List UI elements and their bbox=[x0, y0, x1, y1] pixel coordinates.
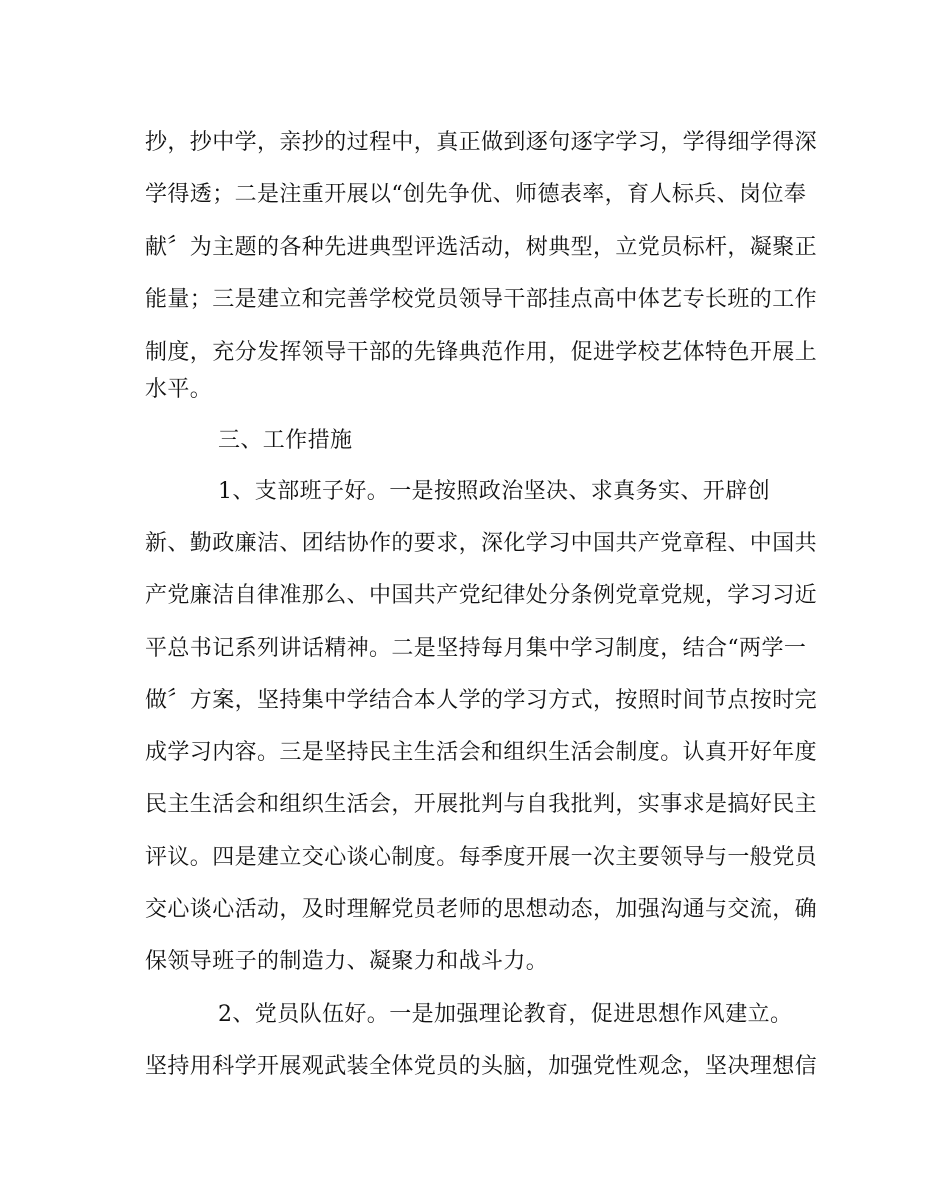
text-line: 制度，充分发挥领导干部的先锋典范作用，促进学校艺体特色开展上 bbox=[145, 340, 818, 365]
text-line: 平总书记系列讲话精神。二是坚持每月集中学习制度，结合“两学一 bbox=[145, 636, 807, 661]
text-line: 2、党员队伍好。一是加强理论教育，促进思想作风建立。 bbox=[218, 1002, 793, 1027]
text-line: 1、支部班子好。一是按照政治坚决、求真务实、开辟创 bbox=[218, 479, 770, 504]
text-line: 民主生活会和组织生活会，开展批判与自我批判，实事求是搞好民主 bbox=[145, 792, 818, 817]
text-line: 新、勤政廉洁、团结协作的要求，深化学习中国共产党章程、中国共 bbox=[145, 531, 818, 556]
text-line: 交心谈心活动，及时理解党员老师的思想动态，加强沟通与交流，确 bbox=[145, 897, 818, 922]
text-line: 评议。四是建立交心谈心制度。每季度开展一次主要领导与一般党员 bbox=[145, 845, 818, 870]
text-line: 能量；三是建立和完善学校党员领导干部挂点高中体艺专长班的工作 bbox=[145, 287, 818, 312]
text-line: 产党廉洁自律准那么、中国共产党纪律处分条例党章党规，学习习近 bbox=[145, 583, 818, 608]
text-line: 水平。 bbox=[145, 377, 213, 402]
text-line: 做〞方案，坚持集中学结合本人学的学习方式，按照时间节点按时完 bbox=[145, 688, 818, 713]
text-line: 坚持用科学开展观武装全体党员的头脑，加强党性观念，坚决理想信 bbox=[145, 1054, 818, 1079]
text-line: 学得透；二是注重开展以“创先争优、师德表率，育人标兵、岗位奉 bbox=[145, 182, 807, 207]
text-line: 成学习内容。三是坚持民主生活会和组织生活会制度。认真开好年度 bbox=[145, 740, 818, 765]
text-line: 献〞为主题的各种先进典型评选活动，树典型，立党员标杆，凝聚正 bbox=[145, 235, 818, 260]
text-line: 保领导班子的制造力、凝聚力和战斗力。 bbox=[145, 949, 549, 974]
text-line: 抄，抄中学，亲抄的过程中，真正做到逐句逐字学习，学得细学得深 bbox=[145, 130, 818, 155]
section-heading: 三、工作措施 bbox=[218, 428, 353, 453]
